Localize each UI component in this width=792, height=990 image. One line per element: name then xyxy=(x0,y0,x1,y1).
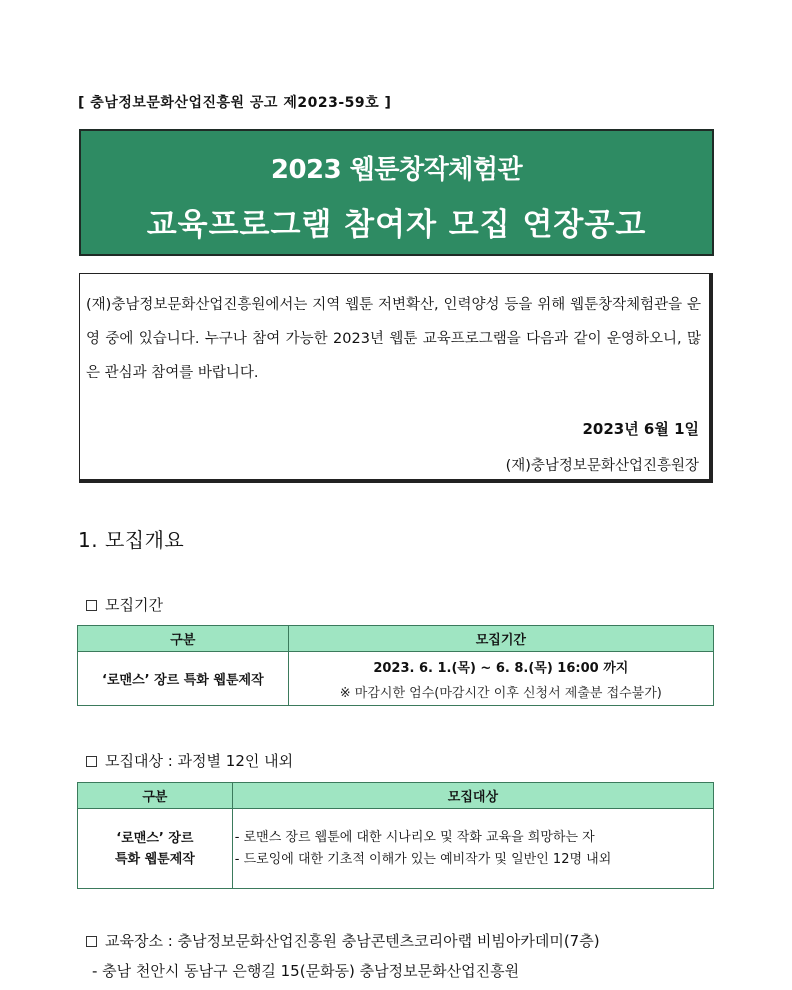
table-header: 구분 xyxy=(78,783,233,809)
target-table xyxy=(77,782,714,889)
period-note: ※ 마감시한 엄수(마감시간 이후 신청서 제출분 접수불가) xyxy=(339,685,662,701)
target-heading xyxy=(86,750,293,771)
title-line2: 교육프로그램 참여자 모집 연장공고 xyxy=(146,207,647,243)
intro-signature: (재)충남정보문화산업진흥원장 xyxy=(505,458,699,474)
checkbox-icon xyxy=(86,936,97,947)
location-address: - 충남 천안시 동남구 은행길 15(문화동) 충남정보문화산업진흥원 xyxy=(92,962,520,980)
target-category-line1: ‘로맨스’ 장르 xyxy=(116,830,194,846)
target-category-line2: 특화 웹툰제작 xyxy=(114,851,195,867)
checkbox-icon xyxy=(86,600,97,611)
period-heading-text: 모집기간 xyxy=(105,596,163,614)
table-header: 모집기간 xyxy=(288,626,713,652)
location-heading xyxy=(86,930,600,951)
target-item: - 로맨스 장르 웹툰에 대한 시나리오 및 작화 교육을 희망하는 자 xyxy=(234,829,595,845)
table-header: 모집대상 xyxy=(232,783,713,809)
location-heading-text: 교육장소 : 충남정보문화산업진흥원 충남콘텐츠코리아랩 비빔아카데미(7층) xyxy=(105,932,600,950)
section-title: 1. 모집개요 xyxy=(78,528,185,552)
intro-date: 2023년 6월 1일 xyxy=(582,420,699,438)
period-cell xyxy=(288,652,713,706)
target-item: - 드로잉에 대한 기초적 이해가 있는 예비작가 및 일반인 12명 내외 xyxy=(234,851,612,867)
table-header: 구분 xyxy=(78,626,289,652)
title-line1: 2023 웹툰창작체험관 xyxy=(270,155,523,185)
notice-number: [ 충남정보문화산업진흥원 공고 제2023-59호 ] xyxy=(78,95,392,111)
period-value: 2023. 6. 1.(목) ~ 6. 8.(목) 16:00 까지 xyxy=(373,660,629,676)
target-cell xyxy=(232,809,713,889)
intro-text: (재)충남정보문화산업진흥원에서는 지역 웹툰 저변확산, 인력양성 등을 위해 웹툰창작체험관을 운영 중에 있습니다. 누구나 참여 가능한 2023년 웹툰 교육프로그램을 다음과 같이 운영하오니, 많은 관심과 참여를 바랍니다. xyxy=(86,297,701,381)
target-category xyxy=(78,809,233,889)
title-banner xyxy=(79,129,714,256)
period-heading xyxy=(86,594,163,615)
checkbox-icon xyxy=(86,756,97,767)
period-category: ‘로맨스’ 장르 특화 웹툰제작 xyxy=(78,652,289,706)
target-heading-text: 모집대상 : 과정별 12인 내외 xyxy=(105,752,294,770)
intro-box xyxy=(79,273,713,483)
period-table xyxy=(77,625,714,706)
